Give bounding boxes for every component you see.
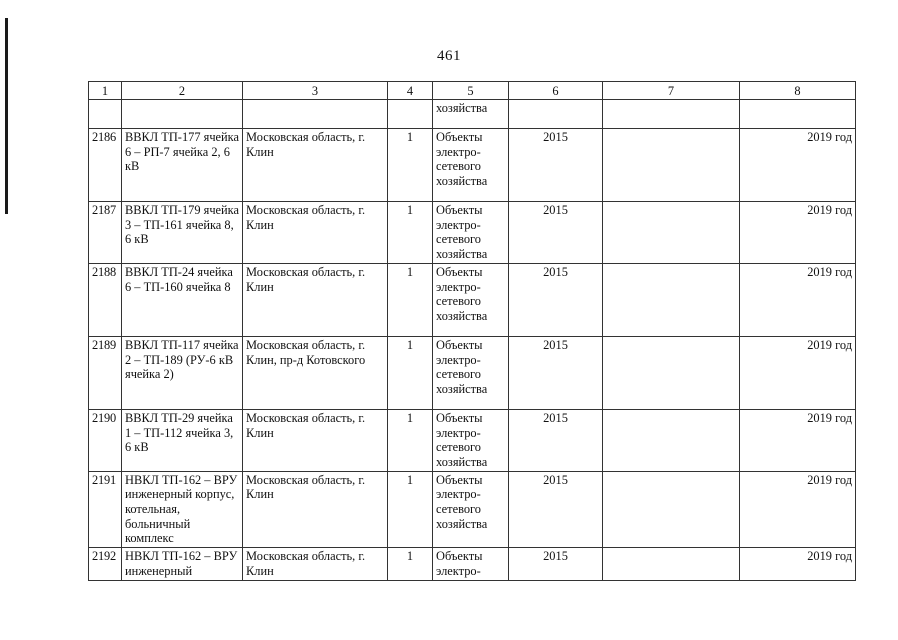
cell-year: 2015: [509, 548, 603, 580]
cell-quantity: [388, 100, 433, 129]
table-row: [89, 263, 856, 336]
cell-object-name: ВВКЛ ТП-179 ячейка 3 – ТП-161 ячейка 8, 6 кВ: [122, 202, 243, 264]
cell-number: 2188: [89, 263, 122, 336]
cell-object-name: НВКЛ ТП-162 – ВРУ инженерный: [122, 548, 243, 580]
cell-address: Московская область, г. Клин: [243, 471, 388, 548]
column-header-3: 3: [243, 82, 388, 100]
cell-object-name: ВВКЛ ТП-117 ячейка 2 – ТП-189 (РУ-6 кВ ячейка 2): [122, 336, 243, 409]
cell-category: Объекты электро-сетевого хозяйства: [433, 471, 509, 548]
cell-year: 2015: [509, 336, 603, 409]
cell-quantity: 1: [388, 471, 433, 548]
cell-number: [89, 100, 122, 129]
cell-note: [603, 471, 740, 548]
cell-year: 2015: [509, 409, 603, 471]
cell-quantity: 1: [388, 202, 433, 264]
table-row: [89, 548, 856, 580]
cell-note: [603, 336, 740, 409]
cell-object-name: ВВКЛ ТП-24 ячейка 6 – ТП-160 ячейка 8: [122, 263, 243, 336]
cell-number: 2191: [89, 471, 122, 548]
cell-category: Объекты электро-: [433, 548, 509, 580]
cell-note: [603, 129, 740, 202]
cell-category: хозяйства: [433, 100, 509, 129]
cell-category: Объекты электро-сетевого хозяйства: [433, 409, 509, 471]
cell-year: 2015: [509, 471, 603, 548]
column-header-7: 7: [603, 82, 740, 100]
cell-note: [603, 202, 740, 264]
cell-number: 2190: [89, 409, 122, 471]
cell-object-name: НВКЛ ТП-162 – ВРУ инженерный корпус, котельная, больничный комплекс: [122, 471, 243, 548]
cell-note: [603, 263, 740, 336]
cell-deadline: 2019 год: [740, 202, 856, 264]
page-number: 461: [437, 48, 461, 64]
cell-note: [603, 100, 740, 129]
cell-deadline: 2019 год: [740, 263, 856, 336]
cell-deadline: 2019 год: [740, 336, 856, 409]
cell-address: Московская область, г. Клин: [243, 409, 388, 471]
table-row: [89, 202, 856, 264]
cell-year: [509, 100, 603, 129]
cell-note: [603, 409, 740, 471]
table-row: [89, 409, 856, 471]
cell-number: 2186: [89, 129, 122, 202]
table-row: [89, 336, 856, 409]
column-header-4: 4: [388, 82, 433, 100]
register-table: [88, 81, 856, 581]
cell-address: Московская область, г. Клин: [243, 263, 388, 336]
cell-quantity: 1: [388, 548, 433, 580]
cell-address: [243, 100, 388, 129]
cell-address: Московская область, г. Клин: [243, 202, 388, 264]
cell-address: Московская область, г. Клин, пр-д Котовского: [243, 336, 388, 409]
cell-deadline: 2019 год: [740, 409, 856, 471]
table-row: [89, 100, 856, 129]
cell-deadline: [740, 100, 856, 129]
cell-category: Объекты электро-сетевого хозяйства: [433, 129, 509, 202]
header-row: [89, 82, 856, 100]
cell-object-name: ВВКЛ ТП-29 ячейка 1 – ТП-112 ячейка 3, 6 кВ: [122, 409, 243, 471]
column-header-6: 6: [509, 82, 603, 100]
column-header-2: 2: [122, 82, 243, 100]
cell-object-name: [122, 100, 243, 129]
column-header-8: 8: [740, 82, 856, 100]
cell-note: [603, 548, 740, 580]
cell-address: Московская область, г. Клин: [243, 129, 388, 202]
table-row: [89, 471, 856, 548]
cell-address: Московская область, г. Клин: [243, 548, 388, 580]
cell-number: 2192: [89, 548, 122, 580]
cell-number: 2187: [89, 202, 122, 264]
cell-deadline: 2019 год: [740, 548, 856, 580]
cell-deadline: 2019 год: [740, 129, 856, 202]
cell-deadline: 2019 год: [740, 471, 856, 548]
cell-number: 2189: [89, 336, 122, 409]
cell-year: 2015: [509, 129, 603, 202]
cell-category: Объекты электро-сетевого хозяйства: [433, 202, 509, 264]
column-header-1: 1: [89, 82, 122, 100]
table-row: [89, 129, 856, 202]
column-header-5: 5: [433, 82, 509, 100]
cell-category: Объекты электро-сетевого хозяйства: [433, 263, 509, 336]
cell-quantity: 1: [388, 263, 433, 336]
cell-object-name: ВВКЛ ТП-177 ячейка 6 – РП-7 ячейка 2, 6 кВ: [122, 129, 243, 202]
cell-quantity: 1: [388, 129, 433, 202]
cell-quantity: 1: [388, 336, 433, 409]
cell-category: Объекты электро-сетевого хозяйства: [433, 336, 509, 409]
cell-year: 2015: [509, 202, 603, 264]
cell-quantity: 1: [388, 409, 433, 471]
cell-year: 2015: [509, 263, 603, 336]
